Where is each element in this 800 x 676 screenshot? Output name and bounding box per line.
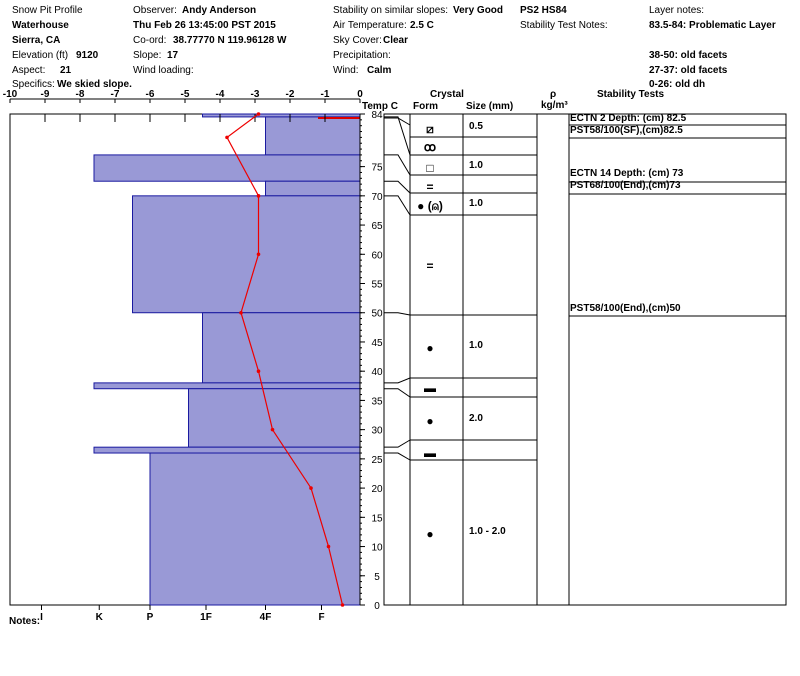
depth-tick-label: 50 (371, 308, 383, 320)
crystal-form-symbol: ▬ (424, 446, 436, 460)
hardness-tick-label: I (40, 612, 43, 623)
stability-test-result: PST68/100(End),(cm)73 (570, 180, 681, 191)
layer-connector (384, 181, 410, 193)
layer-note: 0-26: old dh (649, 79, 706, 90)
specifics-value: We skied slope. (57, 79, 132, 90)
layer-connector (384, 378, 410, 383)
depth-tick-label: 75 (371, 162, 383, 174)
layer-connector (384, 196, 410, 215)
hardness-bar (94, 447, 360, 453)
layer-note: 27-37: old facets (649, 65, 728, 76)
hardness-tick-label: K (95, 612, 103, 623)
depth-tick-label: 15 (371, 513, 383, 525)
crystal-form-symbol: ● (426, 527, 434, 541)
slope-label: Slope: (133, 50, 162, 61)
hardness-tick-label: 4F (259, 612, 272, 623)
temp-tick-label: -7 (110, 89, 120, 100)
hardness-bar (266, 181, 361, 196)
layer-connector (384, 155, 410, 175)
form-header: Form (413, 101, 438, 112)
depth-tick-label: 5 (374, 571, 380, 583)
profile-title: Snow Pit Profile (12, 5, 83, 16)
temp-tick-label: -6 (145, 89, 155, 100)
crystal-size: 2.0 (469, 413, 483, 424)
slope-value: 17 (167, 50, 179, 61)
temp-tick-label: -5 (180, 89, 190, 100)
temperature-point (341, 603, 345, 607)
layer-note: 83.5-84: Problematic Layer (649, 20, 776, 31)
hardness-bar (94, 155, 360, 181)
hardness-bar (189, 389, 361, 447)
coord-label: Co-ord: (133, 35, 167, 46)
density-unit: kg/m³ (541, 100, 568, 111)
aspect-value: 21 (60, 65, 72, 76)
crystal-form-symbol: ꝏ (423, 140, 437, 154)
depth-tick-label: 70 (371, 191, 383, 203)
elevation-label: Elevation (ft) (12, 50, 69, 61)
layer-notes-label: Layer notes: (649, 5, 705, 16)
crystal-form-symbol: = (426, 180, 434, 194)
temperature-point (257, 112, 261, 116)
depth-tick-label: 35 (371, 396, 383, 408)
hardness-bar (150, 453, 360, 605)
stability-value: Very Good (453, 5, 504, 16)
layer-connector (384, 440, 410, 447)
crystal-size: 0.5 (469, 121, 483, 132)
temperature-point (327, 545, 331, 549)
depth-tick-label: 55 (371, 279, 383, 291)
depth-tick-label: 60 (371, 250, 383, 262)
temp-tick-label: -8 (75, 89, 85, 100)
temperature-point (309, 486, 313, 490)
location-name: Waterhouse (12, 20, 69, 31)
sky-value: Clear (383, 35, 409, 46)
layer-connector (384, 389, 410, 397)
hardness-tick-label: P (146, 612, 154, 623)
depth-tick-label: 10 (371, 542, 383, 554)
temperature-point (239, 311, 243, 315)
hardness-bar (94, 383, 360, 389)
hardness-bar (266, 117, 361, 155)
stability-label: Stability on similar slopes: (333, 5, 449, 16)
observer-value: Andy Anderson (182, 5, 257, 16)
temp-tick-label: -2 (285, 89, 295, 100)
precip-label: Precipitation: (333, 50, 391, 61)
observer-label: Observer: (133, 5, 177, 16)
depth-tick-label: 30 (371, 425, 383, 437)
temperature-point (271, 428, 275, 432)
coord-value: 38.77770 N 119.96128 W (173, 35, 287, 46)
density-header: ρ (550, 89, 557, 100)
sky-label: Sky Cover: (333, 35, 382, 46)
stability-test-notes-label: Stability Test Notes: (520, 20, 608, 31)
wind-value: Calm (367, 65, 392, 76)
temp-tick-label: 0 (357, 89, 363, 100)
aspect-label: Aspect: (12, 65, 46, 76)
temp-axis-title: Temp C (362, 101, 398, 112)
crystal-form-symbol: = (426, 259, 434, 273)
depth-tick-label: 20 (371, 484, 383, 496)
depth-tick-label: 65 (371, 221, 383, 233)
temperature-point (257, 252, 261, 256)
temperature-point (225, 136, 229, 140)
observation-datetime: Thu Feb 26 13:45:00 PST 2015 (133, 20, 276, 31)
stability-test-result: ECTN 2 Depth: (cm) 82.5 (570, 113, 687, 124)
elevation-value: 9120 (76, 50, 99, 61)
air-temp-label: Air Temperature: (333, 20, 407, 31)
stability-tests-header: Stability Tests (597, 89, 665, 100)
size-header: Size (mm) (466, 101, 514, 112)
hardness-tick-label: 1F (200, 612, 212, 623)
crystal-form-symbol: ● (⍝) (417, 199, 443, 213)
notes-label: Notes: (9, 616, 41, 627)
region-name: Sierra, CA (12, 35, 61, 46)
depth-tick-label: 84 (371, 110, 383, 121)
crystal-size: 1.0 (469, 198, 483, 209)
crystal-form-symbol: ⧄ (426, 122, 434, 136)
layer-connector (384, 453, 410, 460)
temp-tick-label: -4 (215, 89, 225, 100)
depth-tick-label: 0 (374, 601, 380, 612)
temp-tick-label: -1 (320, 89, 330, 100)
depth-tick-label: 45 (371, 337, 383, 349)
layer-connector (384, 118, 410, 125)
stability-test-result: ECTN 14 Depth: (cm) 73 (570, 168, 684, 179)
temp-tick-label: -9 (40, 89, 50, 100)
wind-loading-label: Wind loading: (133, 65, 194, 76)
temp-tick-label: -10 (2, 89, 18, 100)
layer-note: 38-50: old facets (649, 50, 728, 61)
wind-label: Wind: (333, 65, 359, 76)
crystal-size: 1.0 (469, 160, 483, 171)
ps-value: PS2 HS84 (520, 5, 567, 16)
crystal-header: Crystal (430, 89, 464, 100)
crystal-form-symbol: □ (426, 161, 434, 175)
temperature-point (257, 369, 261, 373)
crystal-form-symbol: ● (426, 414, 434, 428)
crystal-form-symbol: ● (426, 341, 434, 355)
air-temp-value: 2.5 C (410, 20, 434, 31)
crystal-form-symbol: ▬ (424, 381, 436, 395)
stability-test-result: PST58/100(SF),(cm)82.5 (570, 125, 683, 136)
crystal-size: 1.0 (469, 340, 483, 351)
layer-connector (384, 313, 410, 315)
hardness-bar (203, 313, 361, 383)
depth-tick-label: 40 (371, 367, 383, 379)
crystal-size: 1.0 - 2.0 (469, 526, 506, 537)
specifics-label: Specifics: (12, 79, 55, 90)
depth-tick-label: 25 (371, 454, 383, 466)
temp-tick-label: -3 (250, 89, 260, 100)
temperature-point (257, 194, 261, 198)
stability-test-result: PST58/100(End),(cm)50 (570, 303, 681, 314)
hardness-tick-label: F (318, 612, 325, 623)
